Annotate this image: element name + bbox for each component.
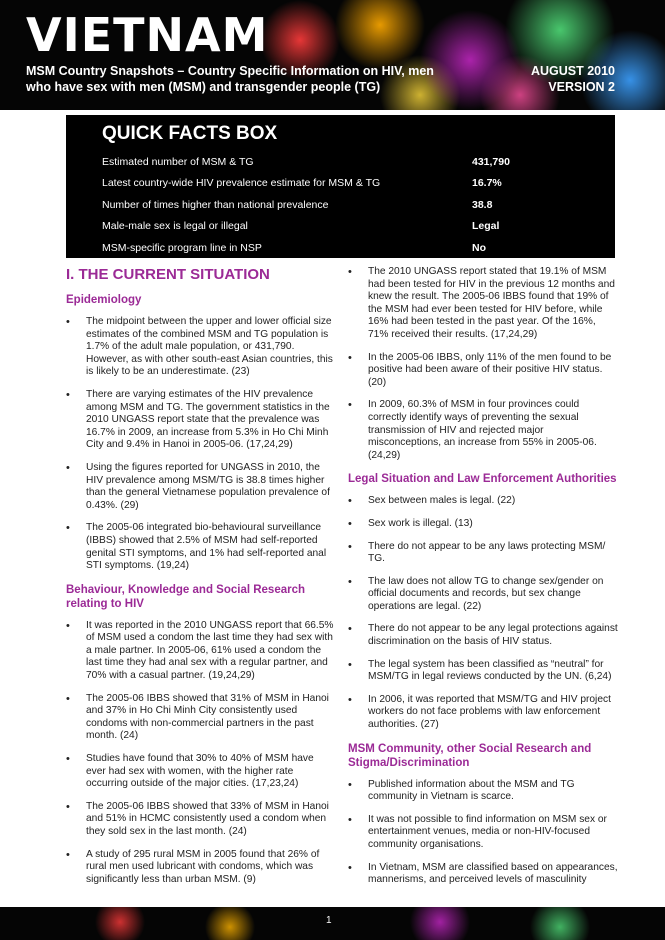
fact-row	[102, 237, 615, 259]
list-item: • Sex work is illegal. (13)	[348, 518, 618, 531]
list-item: • Published information about the MSM and TG community in Vietnam is scarce.	[348, 779, 618, 804]
edition-version: VERSION 2	[548, 80, 615, 94]
list-item: • The law does not allow TG to change sex/gender on official documents and records, but sex change operations are legal. (22)	[348, 576, 618, 614]
list-item: • There are varying estimates of the HIV prevalence among MSM and TG. The government statistics in the 2010 UNGASS report state that the prevalence was 16.7% in 2009, an increase from 5.3% in Ho Chi Minh City and 9.4% in Hanoi in 2005-06. (17,24,29)	[66, 389, 336, 452]
testing-list	[348, 266, 618, 462]
page-subtitle: MSM Country Snapshots – Country Specific Information on HIV, men who have sex with men (MSM) and transgender people (TG)	[26, 64, 434, 94]
fact-label: MSM-specific program line in NSP	[102, 241, 262, 254]
list-item: • It was reported in the 2010 UNGASS report that 66.5% of MSM used a condom the last time they had sex with a male partner. In 2005-06, 61% used a condom the last time they had anal sex with a regular partner, and 70% with a casual partner. (19,24,29)	[66, 620, 336, 683]
fact-value: No	[472, 241, 486, 254]
list-item: • The 2010 UNGASS report stated that 19.1% of MSM had been tested for HIV in the previous 12 months and knew the result. The 2005-06 IBBS found that 19% of the MSM had ever been tested for HIV before, while 16% had been tested in the past year. Of the 16%, 71% received their results. (17,24,29)	[348, 266, 618, 342]
list-item: • Using the figures reported for UNGASS in 2010, the HIV prevalence among MSM/TG is 38.8 times higher than the general Vietnamese population prevalence of 0.43%. (29)	[66, 462, 336, 512]
list-item: • Sex between males is legal. (22)	[348, 495, 618, 508]
left-column	[66, 266, 336, 896]
fact-label: Estimated number of MSM & TG	[102, 155, 254, 168]
fact-value: 38.8	[472, 198, 493, 211]
behaviour-list	[66, 620, 336, 887]
fact-value: 16.7%	[472, 177, 502, 190]
fact-label: Number of times higher than national prevalence	[102, 198, 329, 211]
edition-info	[531, 63, 615, 95]
page-title: VIETNAM	[26, 8, 269, 62]
list-item: • The 2005-06 IBBS showed that 33% of MSM in Hanoi and 51% in HCMC consistently used a condom when they sold sex in the last month. (24)	[66, 801, 336, 839]
quick-facts-title: QUICK FACTS BOX	[102, 123, 278, 144]
epidemiology-list	[66, 316, 336, 573]
fact-row	[102, 173, 615, 195]
page-number: 1	[326, 915, 332, 926]
fact-row	[102, 194, 615, 216]
list-item: • It was not possible to find information on MSM sex or entertainment venues, media or non-HIV-focused community organisations.	[348, 814, 618, 852]
section-title: I. THE CURRENT SITUATION	[66, 266, 270, 283]
edition-date: AUGUST 2010	[530, 64, 615, 78]
list-item: • The 2005-06 integrated bio-behavioural surveillance (IBBS) showed that 2.5% of MSM had self-reported genital STI symptoms, and 1% had self-reported anal STI symptoms. (19,24)	[66, 522, 336, 572]
fact-row	[102, 151, 615, 173]
list-item: • In the 2005-06 IBBS, only 11% of the men found to be positive had been aware of their positive HIV status. (20)	[348, 352, 618, 390]
list-item: • In 2006, it was reported that MSM/TG and HIV project workers do not face problems with law enforcement authorities. (27)	[348, 694, 618, 732]
legal-heading: Legal Situation and Law Enforcement Authorities	[348, 473, 617, 486]
community-list	[348, 779, 618, 887]
fact-value: Legal	[472, 220, 500, 233]
behaviour-heading: Behaviour, Knowledge and Social Research relating to HIV	[66, 583, 306, 610]
epidemiology-heading: Epidemiology	[66, 294, 142, 306]
list-item: • The midpoint between the upper and lower official size estimates of the combined MSM and TG population is 1.7% of the adult male population, or 431,790. However, as with other south-east Asian countries, this is likely to be an underestimate. (23)	[66, 316, 336, 379]
legal-list	[348, 495, 618, 731]
list-item: • There do not appear to be any legal protections against discrimination on the basis of HIV status.	[348, 623, 618, 648]
quick-facts-box	[66, 115, 615, 258]
list-item: • The 2005-06 IBBS showed that 31% of MSM in Hanoi and 37% in Ho Chi Minh City consistently used condoms with non-commercial partners in the past month. (24)	[66, 693, 336, 743]
list-item: • In 2009, 60.3% of MSM in four provinces could correctly identify ways of preventing the sexual transmission of HIV and rejected major misconceptions, an increase from 55% in 2005-06. (24,29)	[348, 399, 618, 462]
list-item: • There do not appear to be any laws protecting MSM/ TG.	[348, 541, 618, 566]
fact-label: Male-male sex is legal or illegal	[102, 220, 248, 233]
list-item: • A study of 295 rural MSM in 2005 found that 26% of rural men used lubricant with condoms, which was significantly less than urban MSM. (9)	[66, 849, 336, 887]
community-heading: MSM Community, other Social Research and Stigma/Discrimination	[348, 742, 592, 769]
fact-row	[102, 216, 615, 238]
right-column	[348, 266, 618, 897]
list-item: • The legal system has been classified as “neutral” for MSM/TG in legal reviews conducted by the UN. (6,24)	[348, 659, 618, 684]
list-item: • Studies have found that 30% to 40% of MSM have ever had sex with women, with the higher rate occurring outside of the major cities. (17,23,24)	[66, 753, 336, 791]
fact-value: 431,790	[472, 155, 510, 168]
footer-banner	[0, 907, 665, 940]
fact-label: Latest country-wide HIV prevalence estimate for MSM & TG	[102, 177, 381, 190]
list-item: • In Vietnam, MSM are classified based on appearances, mannerisms, and perceived levels of masculinity	[348, 862, 618, 887]
header-banner	[0, 0, 665, 110]
